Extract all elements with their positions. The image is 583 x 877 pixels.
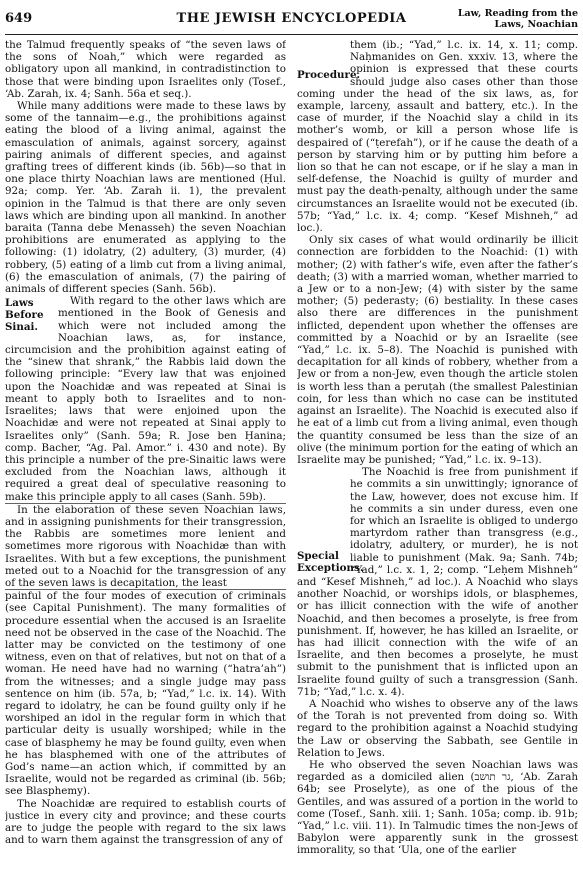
left-paragraph-5: The Noachidæ are required to establish courts of justice in every city and province; and these courts are to judge the people with regard to the six laws and to warn them against the transgression of any of — [5, 797, 286, 847]
right-paragraph-1-text: them (ib.; “Yad,” l.c. ix. 14, x. 11; comp. Naḥmanides on Gen. xxxiv. 13, where the opinion is expressed that these courts should judge also cases other than those coming under the head of the six laws, as, for example, larceny, assault and battery, etc.). In the case of murder, if the Noachid slay a child in its mother’s womb, or kill a person whose life is despaired of (“ṭerefah”), or if he cause the death of a person by starving him or by putting him before a lion so that he can not escape, or if he slay a man in self-defense, the Noachid is guilty of murder and must pay the death-penalty, although under the same circumstances an Israelite would not be executed (ib. 57b; “Yad,” l.c. ix. 4; comp. “Kesef Mishneh,” ad loc.). — [297, 39, 578, 235]
right-paragraph-1 — [297, 39, 578, 234]
left-paragraph-3-text: With regard to the other laws which are mentioned in the Book of Genesis and which were not included among the Noachian laws, as, for instance, circumcision and the prohibition against eating of the “sinew that shrank,” the Rabbis laid down the following principle: “Every law that was enjoined upon the Noachidæ and was repeated at Sinai is meant to apply both to Israelites and to non-Israelites; laws that were enjoined upon the Noachidæ and were not repeated at Sinai apply to Israelites only” (Sanh. 59a; R. Jose ben Ḥanina; comp. Bacher, “Ag. Pal. Amor.” i. 430 and note). By this principle a number of the pre-Sinaitic laws were excluded from the Noachian laws, although it required a great deal of speculative reasoning to make this principle apply to all cases (Sanh. 59b). — [5, 295, 286, 503]
side-heading-procedure: Procedure. — [297, 69, 361, 81]
right-column — [297, 39, 578, 875]
right-paragraph-2: Only six cases of what would ordinarily be illicit connection are forbidden to the Noachid: (1) with mother; (2) with father’s wife, even after the father’s death; (3) with a married woman, whether married to a Jew or to a non-Jew; (4) with sister by the same mother; (5) pederasty; (6) bestiality. In these cases also there are differences in the punishment inflicted, dependent upon whether the offenses are committed by a Noachid or by an Israelite (see “Yad,” l.c. ix. 5–8). The Noachid is punished with decapitation for all kinds of robbery, whether from a Jew or from a non-Jew, even though the article stolen is worth less than a peruṭah (the smallest Palestinian coin, for less than which no case can be instituted against an Israelite). The Noachid is executed also if he eat of a limb cut from a living animal, even though the quantity consumed be less than the size of an olive (the minimum portion for the eating of which an Israelite may be punished; “Yad,” l.c. ix. 9–13). — [297, 234, 578, 466]
right-paragraph-3 — [297, 466, 578, 698]
left-paragraph-4-continued: painful of the four modes of execution of criminals (see Capital Punishment). The many formalities of procedure essential when the accused is an Israelite need not be observed in the case of the Noachid. The latter may be convicted on the testimony of one witness, even on that of relatives, but not on that of a woman. He need have had no warning (“hatra’ah”) from the witnesses; and a single judge may pass sentence on him (ib. 57a, b; “Yad,” l.c. ix. 14). With regard to idolatry, he can be found guilty only if he worshiped an idol in the regular form in which that particular deity is usually worshiped; while in the case of blasphemy he may be found guilty, even when he has blasphemed with one of the attributes of God’s name—an action which, if committed by an Israelite, would not be regarded as criminal (ib. 56b; see Blasphemy). — [5, 590, 286, 798]
left-paragraph-1: the Talmud frequently speaks of “the seven laws of the sons of Noah,” which were regarded as obligatory upon all mankind, in contradistinction to those that were binding upon Israelites only (Tosef., ‘Ab. Zarah, ix. 4; Sanh. 56a et seq.). — [5, 39, 286, 100]
page-title: THE JEWISH ENCYCLOPEDIA — [176, 11, 407, 26]
header-rule — [5, 34, 578, 35]
running-head-line2: Laws, Noachian — [494, 19, 578, 30]
left-paragraph-2: While many additions were made to these laws by some of the tannaim—e.g., the prohibitions against eating the blood of a living animal, against the emasculation of animals, against sorcery, against pairing animals of different species, and against grafting trees of different kinds (ib. 56b)—so that in one place thirty Noachian laws are mentioned (Ḥul. 92a; comp. Yer. ‘Ab. Zarah ii. 1), the prevalent opinion in the Talmud is that there are only seven laws which are binding upon all mankind. In another baraita (Tanna debe Menasseh) the seven Noachian prohibitions are enumerated as applying to the following: (1) idolatry, (2) adultery, (3) murder, (4) robbery, (5) eating of a limb cut from a living animal, (6) the emasculation of animals, (7) the pairing of animals of different species (Sanh. 56b). — [5, 100, 286, 296]
highlighted-passage[interactable] — [5, 503, 286, 590]
right-paragraph-3-text: The Noachid is free from punishment if he commits a sin unwittingly; ignorance of the Law, however, does not excuse him. If he commits a sin under duress, even one for which an Israelite is obliged to undergo martyrdom rather than transgress (e.g., idolatry, adultery, or murder), he is not liable to punishment (Mak. 9a; Sanh. 74b; “Yad,” l.c. x. 1, 2; comp. “Leḥem Mishneh” and “Kesef Mishneh,” ad loc.). A Noachid who slays another Noachid, or worships idols, or blasphemes, or has illicit connection with the wife of another Noachid, and then becomes a proselyte, is free from punishment. If, however, he has killed an Israelite, or has had illicit connection with the wife of an Israelite, and then becomes a proselyte, he must submit to the punishment that is inflicted upon an Israelite found guilty of such a transgression (Sanh. 71b; “Yad,” l.c. x. 4). — [297, 466, 578, 698]
running-head-line1: Law, Reading from the — [457, 8, 578, 19]
running-head — [458, 8, 578, 30]
side-heading-laws-before-sinai: Laws Before Sinai. — [5, 297, 44, 334]
page-number: 649 — [5, 11, 33, 26]
right-paragraph-4: A Noachid who wishes to observe any of the laws of the Torah is not prevented from doing so. With regard to the prohibition against a Noachid studying the Law or observing the Sabbath, see Gentile in Relation to Jews. — [297, 697, 578, 759]
highlighted-passage-text: In the elaboration of these seven Noachian laws, and in assigning punishments for their transgression, the Rabbis are sometimes more lenient and sometimes more rigorous with Noachidæ than with Israelites. With but a few exceptions, the punishment meted out to a Noachid for the transgression of any of the seven laws is decapitation, the least — [5, 503, 286, 589]
left-paragraph-3 — [5, 295, 286, 502]
left-column — [5, 39, 286, 875]
side-heading-special-exceptions: Special Exceptions. — [297, 550, 364, 575]
right-paragraph-5: He who observed the seven Noachian laws was regarded as a domiciled alien (גר תושב, ‘Ab. Zarah 64b; see Proselyte), as one of the pious of the Gentiles, and was assured of a portion in the world to come (Tosef., Sanh. xiii. 1; Sanh. 105a; comp. ib. 91b; “Yad,” l.c. viii. 11). In Talmudic times the non-Jews of Babylon were apparently sunk in the grossest immorality, so that ‘Ula, one of the earlier — [297, 758, 578, 857]
page-header — [5, 8, 578, 32]
